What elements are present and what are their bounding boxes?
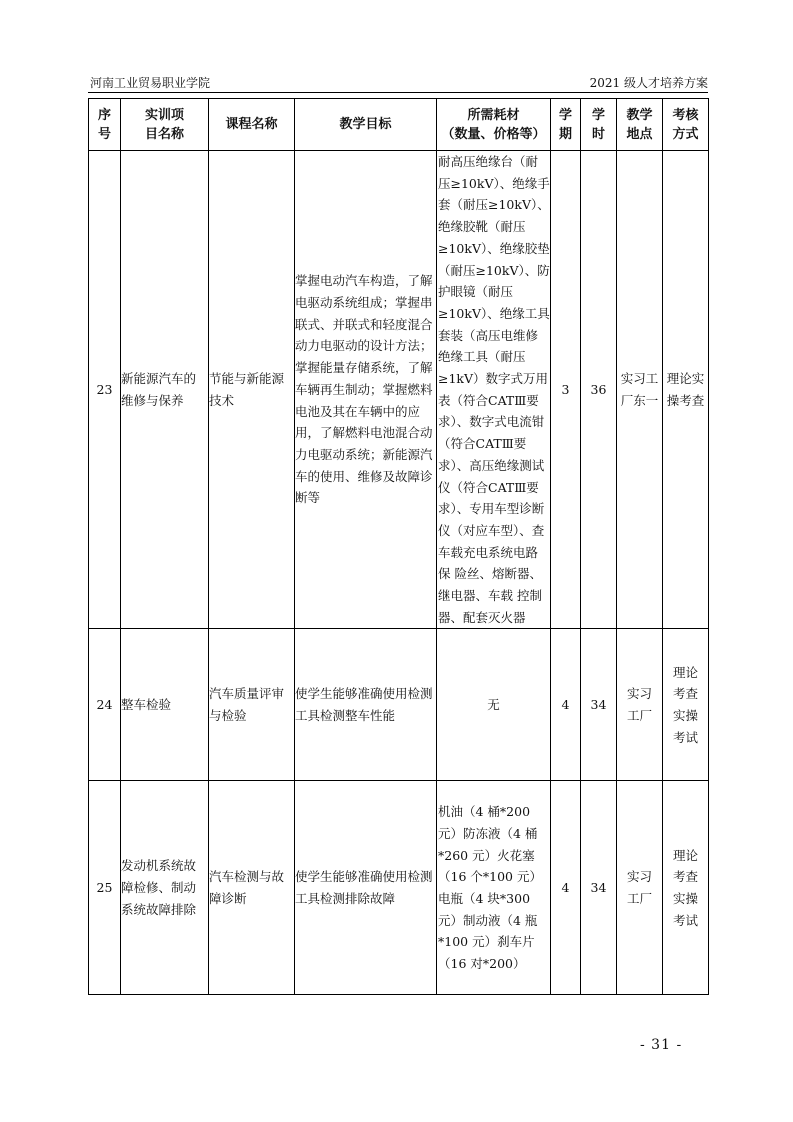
row-course: 汽车检测与故障诊断 (209, 781, 295, 995)
row-materials: 耐高压绝缘台（耐压≥10kV）、绝缘手套（耐压≥10kV）、绝缘胶靴（耐压≥10kV）、绝缘胶垫（耐压≥10kV）、防护眼镜（耐压≥10kV）、绝缘工具套装（高压电维修绝缘工具（耐压≥1kV）数字式万用表（符合CATⅢ要求）、数字式电流钳（符合CATⅢ要求）、高压绝缘测试仪（符合CATⅢ要求）、专用车型诊断仪（对应车型）、查车载充电系统电路保 险丝、熔断器、继电器、车载 控制器、配套灭火器 (437, 151, 551, 629)
col-header-assessment: 考核 方式 (663, 99, 709, 151)
row-hours: 34 (581, 781, 617, 995)
row-project: 整车检验 (121, 629, 209, 781)
row-no: 23 (89, 151, 121, 629)
page-header (88, 72, 708, 92)
table-row (89, 151, 709, 629)
row-term: 4 (551, 629, 581, 781)
row-term: 4 (551, 781, 581, 995)
page-number: - 31 - (640, 1037, 683, 1053)
row-location: 实习 工厂 (617, 629, 663, 781)
row-goal: 使学生能够准确使用检测工具检测整车性能 (295, 629, 437, 781)
header-document-title: 2021 级人才培养方案 (589, 76, 708, 90)
row-course: 汽车质量评审与检验 (209, 629, 295, 781)
row-hours: 36 (581, 151, 617, 629)
row-term: 3 (551, 151, 581, 629)
training-plan-table (88, 98, 709, 995)
row-no: 24 (89, 629, 121, 781)
row-assessment: 理论 考查 实操 考试 (663, 781, 709, 995)
row-materials: 无 (437, 629, 551, 781)
table-row (89, 781, 709, 995)
row-location: 实习工厂东一 (617, 151, 663, 629)
col-header-location: 教学 地点 (617, 99, 663, 151)
row-goal: 使学生能够准确使用检测工具检测排除故障 (295, 781, 437, 995)
table-row (89, 629, 709, 781)
col-header-materials: 所需耗材 （数量、价格等） (437, 99, 551, 151)
row-project: 发动机系统故障检修、制动系统故障排除 (121, 781, 209, 995)
row-course: 节能与新能源技术 (209, 151, 295, 629)
row-assessment: 理论实操考查 (663, 151, 709, 629)
col-header-goal: 教学目标 (295, 99, 437, 151)
row-goal: 掌握电动汽车构造，了解电驱动系统组成；掌握串联式、并联式和轻度混合动力电驱动的设计方法；掌握能量存储系统，了解车辆再生制动；掌握燃料电池及其在车辆中的应用，了解燃料电池混合动力电驱动系统；新能源汽车的使用、维修及故障诊断等 (295, 151, 437, 629)
col-header-project: 实训项 目名称 (121, 99, 209, 151)
col-header-term: 学 期 (551, 99, 581, 151)
col-header-course: 课程名称 (209, 99, 295, 151)
row-location: 实习 工厂 (617, 781, 663, 995)
col-header-no: 序 号 (89, 99, 121, 151)
row-assessment: 理论 考查 实操 考试 (663, 629, 709, 781)
header-school-name: 河南工业贸易职业学院 (90, 76, 211, 90)
row-hours: 34 (581, 629, 617, 781)
col-header-hours: 学 时 (581, 99, 617, 151)
table-header-row (89, 99, 709, 151)
header-divider (88, 92, 708, 93)
row-project: 新能源汽车的维修与保养 (121, 151, 209, 629)
row-no: 25 (89, 781, 121, 995)
row-materials: 机油（4 桶*200 元）防冻液（4 桶*260 元）火花塞（16 个*100 元）电瓶（4 块*300 元）制动液（4 瓶*100 元）刹车片（16 对*200） (437, 781, 551, 995)
